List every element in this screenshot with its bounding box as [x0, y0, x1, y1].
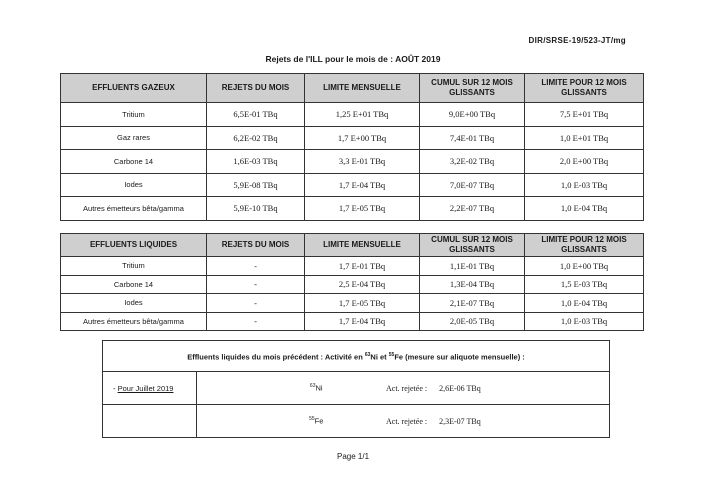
fe-mass-number: 55 [309, 416, 315, 423]
ni-symbol: Ni [370, 352, 378, 362]
table-cell: 1,7 E-05 TBq [305, 197, 420, 221]
title-text: Effluents liquides du mois précédent : Activité en [187, 352, 365, 362]
column-header: CUMUL SUR 12 MOIS GLISSANTS [420, 74, 525, 103]
previous-month-title [103, 352, 609, 362]
table-cell: 1,0 E+00 TBq [525, 257, 644, 276]
table-cell: 1,0 E-03 TBq [525, 173, 644, 197]
ni-symbol: Ni [315, 383, 323, 393]
table-row [61, 173, 644, 197]
dash: - [113, 383, 118, 393]
table-cell: 1,3E-04 TBq [420, 275, 525, 294]
table-cell: 6,2E-02 TBq [207, 126, 305, 150]
table-cell: 7,4E-01 TBq [420, 126, 525, 150]
isotope-cell [196, 405, 366, 438]
page-number: Page 1/1 [336, 452, 370, 461]
column-header: EFFLUENTS LIQUIDES [61, 234, 207, 257]
table-cell: 1,25 E+01 TBq [305, 103, 420, 127]
column-header: LIMITE POUR 12 MOIS GLISSANTS [525, 234, 644, 257]
row-label: Carbone 14 [61, 150, 207, 174]
fe-mass-number: 55 [388, 352, 395, 358]
row-label: Iodes [61, 294, 207, 313]
table-cell: 3,3 E-01 TBq [305, 150, 420, 174]
table-cell: 1,7 E-04 TBq [305, 312, 420, 331]
isotope-cell [196, 372, 366, 405]
previous-month-table [103, 371, 609, 437]
table-cell: - [207, 257, 305, 276]
row-label: Iodes [61, 173, 207, 197]
table-cell: 1,7 E-01 TBq [305, 257, 420, 276]
table-cell: 1,0 E-04 TBq [525, 197, 644, 221]
table-header-row [61, 234, 644, 257]
table-cell: 6,5E-01 TBq [207, 103, 305, 127]
table-cell: 7,5 E+01 TBq [525, 103, 644, 127]
table-row [61, 275, 644, 294]
activity-cell [366, 405, 609, 438]
table-cell: 2,2E-07 TBq [420, 197, 525, 221]
table-cell: 1,0 E-03 TBq [525, 312, 644, 331]
previous-month-box [102, 340, 610, 438]
table-cell: 1,6E-03 TBq [207, 150, 305, 174]
liquid-effluents-table [60, 233, 644, 331]
ni-mass-number: 63 [364, 352, 371, 358]
column-header: LIMITE MENSUELLE [305, 234, 420, 257]
table-row [61, 257, 644, 276]
fe-symbol: Fe [394, 352, 404, 362]
table-cell: 9,0E+00 TBq [420, 103, 525, 127]
activity-label: Act. rejetée : [386, 416, 428, 426]
table-row [61, 197, 644, 221]
table-row [61, 126, 644, 150]
table-cell: 1,0 E+01 TBq [525, 126, 644, 150]
table-cell: 1,5 E-03 TBq [525, 275, 644, 294]
fe-symbol: Fe [314, 416, 324, 426]
table-cell: 5,9E-08 TBq [207, 173, 305, 197]
title-text: et [377, 352, 389, 362]
column-header: LIMITE POUR 12 MOIS GLISSANTS [525, 74, 644, 103]
table-row [61, 150, 644, 174]
ni-mass-number: 63 [309, 383, 316, 390]
table-cell: 2,5 E-04 TBq [305, 275, 420, 294]
table-cell: - [207, 312, 305, 331]
table-cell: 1,7 E-04 TBq [305, 173, 420, 197]
gaseous-effluents-table [60, 73, 644, 221]
table-row [61, 294, 644, 313]
table-cell: - [207, 275, 305, 294]
title-text: (mesure sur aliquote mensuelle) : [403, 352, 525, 362]
unit: TBq [466, 383, 481, 393]
table-row [103, 372, 609, 405]
table-cell: 2,0E-05 TBq [420, 312, 525, 331]
table-row [103, 405, 609, 438]
table-cell: 1,7 E+00 TBq [305, 126, 420, 150]
table-cell: 5,9E-10 TBq [207, 197, 305, 221]
row-label: Carbone 14 [61, 275, 207, 294]
column-header: LIMITE MENSUELLE [305, 74, 420, 103]
page-title: Rejets de l'ILL pour le mois de : AOÛT 2019 [265, 54, 441, 64]
row-label: Gaz rares [61, 126, 207, 150]
row-label: Autres émetteurs bêta/gamma [61, 197, 207, 221]
table-cell: - [207, 294, 305, 313]
column-header: EFFLUENTS GAZEUX [61, 74, 207, 103]
table-header-row [61, 74, 644, 103]
column-header: REJETS DU MOIS [207, 234, 305, 257]
activity-label: Act. rejetée : [386, 383, 428, 393]
period-cell [103, 405, 196, 438]
activity-cell [366, 372, 609, 405]
table-cell: 1,1E-01 TBq [420, 257, 525, 276]
unit: TBq [466, 416, 481, 426]
column-header: REJETS DU MOIS [207, 74, 305, 103]
fe-activity-value: 2,3E-07 [439, 416, 465, 426]
period-label: Pour Juillet 2019 [117, 383, 174, 393]
table-cell: 1,0 E-04 TBq [525, 294, 644, 313]
table-row [61, 103, 644, 127]
row-label: Autres émetteurs bêta/gamma [61, 312, 207, 331]
table-cell: 2,0 E+00 TBq [525, 150, 644, 174]
table-cell: 7,0E-07 TBq [420, 173, 525, 197]
document-reference: DIR/SRSE-19/523-JT/mg [528, 36, 626, 45]
column-header: CUMUL SUR 12 MOIS GLISSANTS [420, 234, 525, 257]
row-label: Tritium [61, 103, 207, 127]
table-cell: 3,2E-02 TBq [420, 150, 525, 174]
table-cell: 2,1E-07 TBq [420, 294, 525, 313]
period-cell [103, 372, 196, 405]
ni-activity-value: 2,6E-06 [439, 383, 465, 393]
table-cell: 1,7 E-05 TBq [305, 294, 420, 313]
table-row [61, 312, 644, 331]
row-label: Tritium [61, 257, 207, 276]
